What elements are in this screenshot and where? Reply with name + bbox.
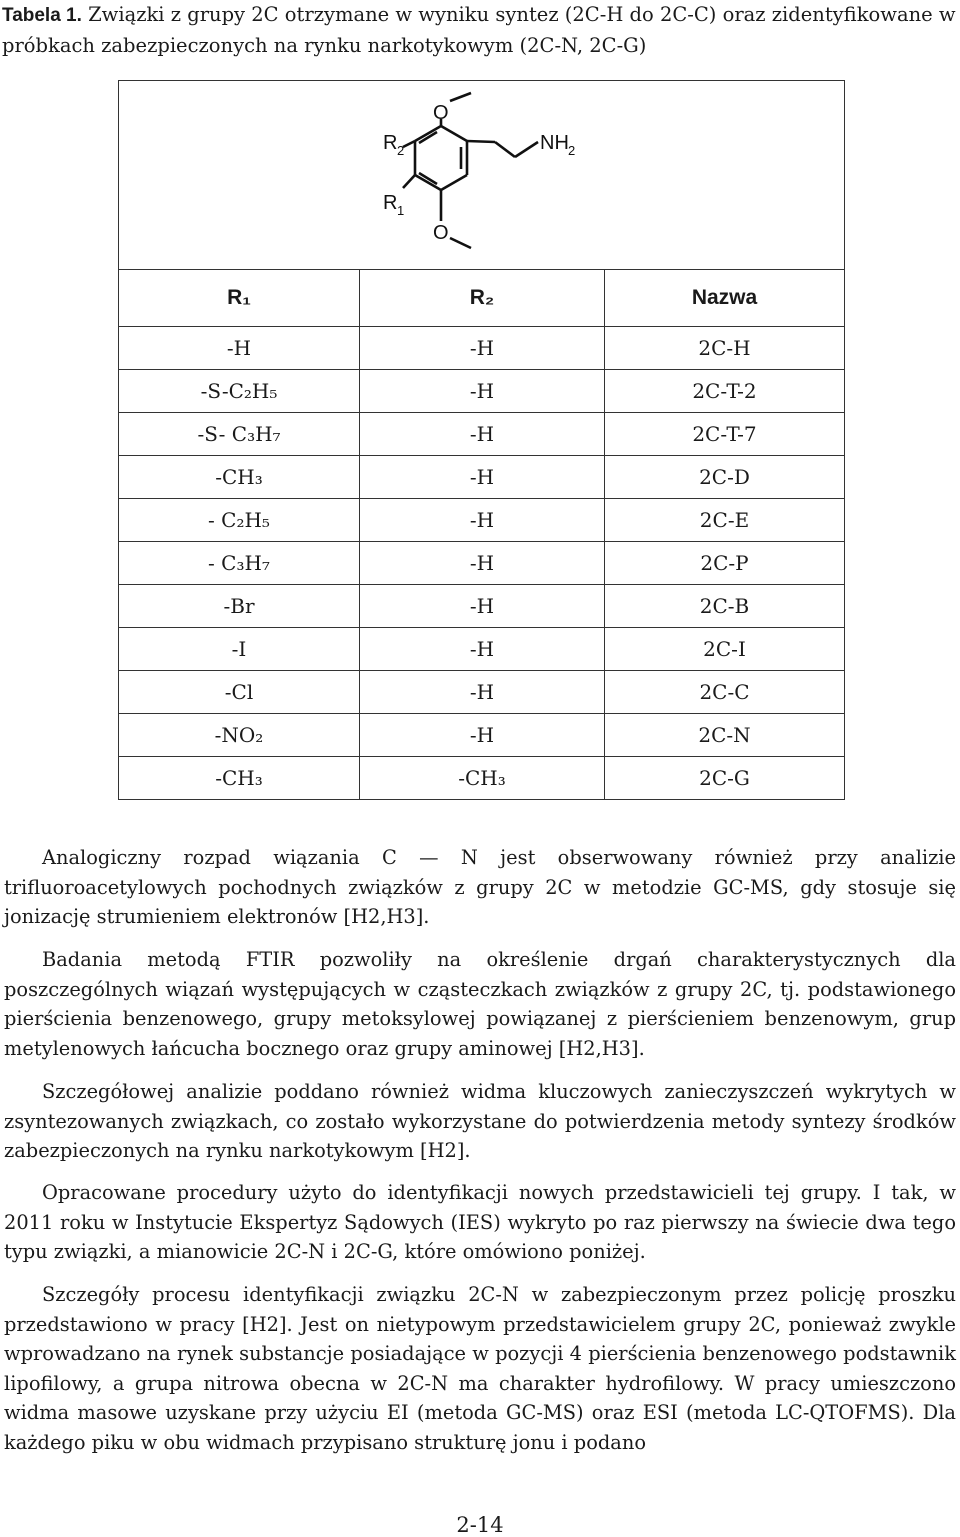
cell-name: 2C-T-7 xyxy=(605,413,845,456)
compound-table xyxy=(118,80,845,800)
cell-name: 2C-E xyxy=(605,499,845,542)
page-number: 2-14 xyxy=(456,1513,504,1537)
cell-r2: -H xyxy=(360,542,605,585)
cell-r2: -H xyxy=(360,413,605,456)
paragraph-1: Analogiczny rozpad wiązania C — N jest obserwowany również przy analizie trifluoroacetylowych pochodnych związków z grupy 2C w metodzie GC-MS, gdy stosuje się jonizację strumieniem elektronów [H2,H3]. xyxy=(4,846,956,929)
structure-row xyxy=(119,81,845,270)
r2-subscript: 2 xyxy=(397,143,405,158)
cell-name: 2C-I xyxy=(605,628,845,671)
structure-cell xyxy=(119,81,845,270)
cell-name: 2C-P xyxy=(605,542,845,585)
cell-name: 2C-T-2 xyxy=(605,370,845,413)
caption-text: Związki z grupy 2C otrzymane w wyniku syntez (2C-H do 2C-C) oraz zidentyfikowane w próbkach zabezpieczonych na rynku narkotykowym (2C-N, 2C-G) xyxy=(2,3,956,57)
table-row xyxy=(119,671,845,714)
table-row xyxy=(119,628,845,671)
cell-r1: -H xyxy=(119,327,360,370)
o-top-label: O xyxy=(433,102,449,124)
cell-r1: -S-C₂H₅ xyxy=(119,370,360,413)
cell-r1: -CH₃ xyxy=(119,757,360,800)
cell-name: 2C-N xyxy=(605,714,845,757)
header-r1: R₁ xyxy=(119,270,360,327)
cell-name: 2C-B xyxy=(605,585,845,628)
r1-label: R xyxy=(383,192,398,214)
cell-r1: -Cl xyxy=(119,671,360,714)
table-row xyxy=(119,499,845,542)
cell-r1: -Br xyxy=(119,585,360,628)
benzene-ring xyxy=(403,93,538,248)
table-row xyxy=(119,413,845,456)
cell-r2: -H xyxy=(360,628,605,671)
paragraph-3: Szczegółowej analizie poddano również widma kluczowych zanieczyszczeń wykrytych w zsyntezowanych związkach, co zostało wykorzystane do potwierdzenia metody syntezy środków zabezpieczonych na rynku narkotykowym [H2]. xyxy=(4,1080,956,1163)
r2-label: R xyxy=(383,132,398,154)
cell-name: 2C-D xyxy=(605,456,845,499)
cell-r2: -H xyxy=(360,327,605,370)
table-row xyxy=(119,757,845,800)
cell-r2: -CH₃ xyxy=(360,757,605,800)
cell-r1: -S- C₃H₇ xyxy=(119,413,360,456)
table-row xyxy=(119,714,845,757)
nh2-label: NH xyxy=(540,132,569,154)
table-row xyxy=(119,327,845,370)
cell-r1: - C₃H₇ xyxy=(119,542,360,585)
cell-name: 2C-H xyxy=(605,327,845,370)
cell-r1: -NO₂ xyxy=(119,714,360,757)
cell-r2: -H xyxy=(360,499,605,542)
paragraph-4: Opracowane procedury użyto do identyfikacji nowych przedstawicieli tej grupy. I tak, w 2011 roku w Instytucie Ekspertyz Sądowych (IES) wykryto po raz pierwszy na świecie dwa tego typu związki, a mianowicie 2C-N i 2C-G, które omówiono poniżej. xyxy=(4,1181,956,1264)
cell-r1: -CH₃ xyxy=(119,456,360,499)
table-row xyxy=(119,456,845,499)
cell-r2: -H xyxy=(360,370,605,413)
header-name: Nazwa xyxy=(605,270,845,327)
cell-name: 2C-G xyxy=(605,757,845,800)
table-row xyxy=(119,370,845,413)
cell-r2: -H xyxy=(360,585,605,628)
paragraph-5: Szczegóły procesu identyfikacji związku 2C-N w zabezpieczonym przez policję proszku przedstawiono w pracy [H2]. Jest on nietypowym przedstawicielem grupy 2C, ponieważ zwykle wprowadzano na rynek substancje posiadające w pozycji 4 pierścienia benzenowego podstawnik lipofilowy, a grupa nitrowa obecna w 2C-N ma charakter hydrofilowy. W pracy umieszczono widma masowe uzyskane przy użyciu EI (metoda GC-MS) oraz ESI (metoda LC-QTOFMS). Dla każdego piku w obu widmach przypisano strukturę jonu i podano xyxy=(4,1283,956,1454)
paragraph-2: Badania metodą FTIR pozwoliły na określenie drgań charakterystycznych dla poszczególnych wiązań występujących w cząsteczkach związków z grupy 2C, tj. podstawionego pierścienia benzenowego, grupy metoksylowej powiązanej z pierścieniem benzenowym, grup metylenowych łańcucha bocznego oraz grupy aminowej [H2,H3]. xyxy=(4,948,956,1060)
cell-r1: - C₂H₅ xyxy=(119,499,360,542)
table-row xyxy=(119,542,845,585)
r1-subscript: 1 xyxy=(397,203,405,218)
cell-r1: -I xyxy=(119,628,360,671)
cell-r2: -H xyxy=(360,714,605,757)
table-row xyxy=(119,585,845,628)
o-bottom-label: O xyxy=(433,222,449,244)
cell-r2: -H xyxy=(360,456,605,499)
cell-name: 2C-C xyxy=(605,671,845,714)
molecule-structure xyxy=(119,81,844,269)
cell-r2: -H xyxy=(360,671,605,714)
table-header-row xyxy=(119,270,845,327)
header-r2: R₂ xyxy=(360,270,605,327)
caption-label: Tabela 1. xyxy=(2,5,82,26)
table-caption xyxy=(2,0,957,61)
nh2-subscript: 2 xyxy=(568,143,576,158)
